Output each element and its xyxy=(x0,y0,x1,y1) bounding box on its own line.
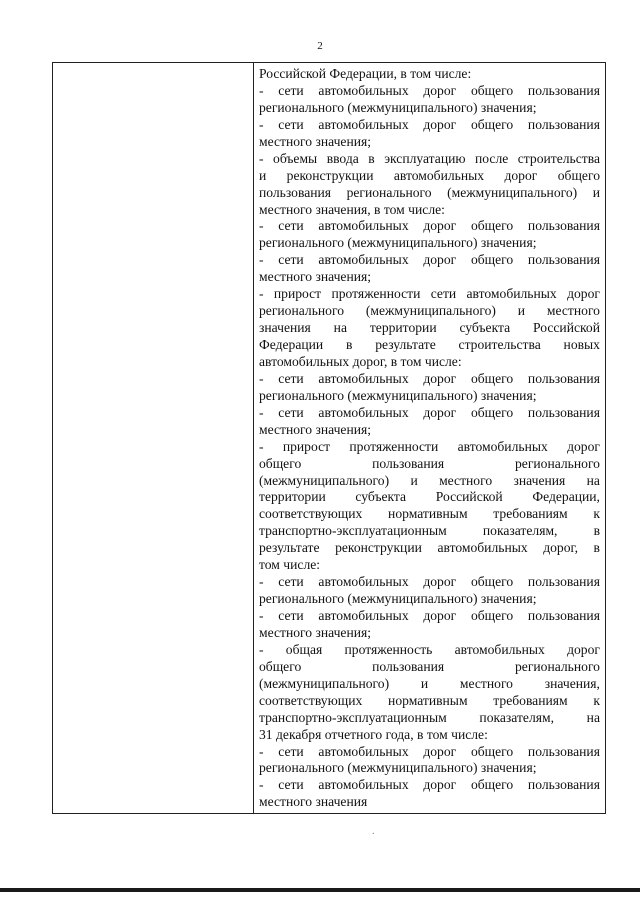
word: протяженности xyxy=(349,438,439,454)
text-line xyxy=(259,252,600,269)
word: автомобильных xyxy=(318,218,409,234)
text-line xyxy=(259,185,600,202)
word: пользования xyxy=(527,404,600,420)
word: местного xyxy=(546,303,600,319)
word: дорог xyxy=(423,608,457,623)
word: на xyxy=(586,472,600,488)
word: значения, xyxy=(544,675,600,691)
text-line xyxy=(259,473,600,490)
word: пользования xyxy=(372,658,445,674)
word: сети xyxy=(430,286,457,302)
word: транспортно-эксплуатационным xyxy=(259,709,447,725)
word: - xyxy=(259,438,264,454)
word: общего xyxy=(557,167,600,183)
text-line xyxy=(259,523,600,540)
text-line: регионального (межмуниципального) значения; xyxy=(259,591,537,607)
word: значения xyxy=(259,320,311,336)
word: пользования xyxy=(527,608,600,623)
word: общего xyxy=(470,370,514,386)
word: - xyxy=(259,252,264,268)
scan-artifact-mark: . xyxy=(372,826,375,837)
word: общего xyxy=(470,743,514,759)
word: Российской xyxy=(435,489,503,505)
word: дорог xyxy=(423,574,457,590)
text-line xyxy=(259,710,600,727)
word: строительства xyxy=(458,337,541,352)
word: дорог xyxy=(567,641,600,657)
word: требованиям xyxy=(493,506,568,522)
word: автомобильных xyxy=(437,540,528,556)
scan-bottom-edge xyxy=(0,888,640,892)
text-line xyxy=(259,151,600,168)
word: автомобильных xyxy=(318,370,409,386)
word: местного xyxy=(439,472,493,488)
word: общего xyxy=(259,455,302,471)
word: территории xyxy=(259,489,326,505)
word: дорог xyxy=(423,218,457,234)
word: и xyxy=(410,472,418,488)
word: автомобильных xyxy=(393,167,485,183)
word: требованиям xyxy=(493,692,568,708)
word: - xyxy=(259,574,264,590)
word: сети xyxy=(278,116,304,132)
word: общего xyxy=(470,608,514,623)
word: дорог xyxy=(423,404,457,420)
text-line xyxy=(259,337,600,354)
word: (межмуниципального) xyxy=(447,184,578,200)
word: пользования xyxy=(527,116,600,132)
text-line xyxy=(259,83,600,100)
word: дорог xyxy=(423,116,457,132)
word: - xyxy=(259,82,264,98)
word: территории xyxy=(369,320,437,336)
word: в xyxy=(593,540,600,556)
word: сети xyxy=(278,404,304,420)
word: пользования xyxy=(527,370,600,386)
word: автомобильных xyxy=(318,82,409,98)
word: и xyxy=(259,167,267,183)
word: (межмуниципального) xyxy=(365,303,496,319)
word: прирост xyxy=(273,286,322,302)
text-line: местного значения; xyxy=(259,624,372,640)
word: реконструкции xyxy=(335,540,422,556)
word: сети xyxy=(278,743,304,759)
document-table xyxy=(52,62,606,814)
word: соответствующих xyxy=(259,506,363,522)
word: протяженность xyxy=(344,641,433,657)
word: общего xyxy=(470,574,514,590)
table-left-cell xyxy=(53,63,254,813)
word: на xyxy=(586,709,600,725)
text-line: регионального (межмуниципального) значения; xyxy=(259,760,537,776)
text-line: регионального (межмуниципального) значения; xyxy=(259,387,537,403)
word: пользования xyxy=(527,218,600,234)
text-line xyxy=(259,218,600,235)
word: пользования xyxy=(527,777,600,793)
word: дорог, xyxy=(543,540,578,556)
word: после xyxy=(475,150,509,166)
word: пользования xyxy=(527,252,600,268)
word: общего xyxy=(470,116,514,132)
text-line xyxy=(259,286,600,303)
word: сети xyxy=(278,370,304,386)
word: дорог xyxy=(423,743,457,759)
text-line: том числе: xyxy=(259,557,321,573)
text-line xyxy=(259,574,600,591)
text-line xyxy=(259,439,600,456)
word: автомобильных xyxy=(318,574,409,590)
word: реконструкции xyxy=(286,167,374,183)
text-line: регионального (межмуниципального) значения; xyxy=(259,235,537,251)
text-line xyxy=(259,777,600,794)
word: автомобильных xyxy=(457,438,548,454)
word: нормативным xyxy=(388,692,468,708)
word: общего xyxy=(470,404,514,420)
word: - xyxy=(259,370,264,386)
text-line xyxy=(259,540,600,557)
word: дорог xyxy=(567,438,600,454)
word: сети xyxy=(278,777,304,793)
text-line xyxy=(259,506,600,523)
word: автомобильных xyxy=(318,777,409,793)
word: и xyxy=(592,184,600,200)
text-line: местного значения; xyxy=(259,269,372,285)
word: показателям, xyxy=(482,523,558,539)
text-line xyxy=(259,456,600,473)
text-line xyxy=(259,744,600,761)
text-line: регионального (межмуниципального) значения; xyxy=(259,99,537,115)
word: дорог xyxy=(567,286,600,302)
word: и xyxy=(420,675,429,691)
word: пользования xyxy=(527,574,600,590)
table-right-cell xyxy=(254,63,605,813)
text-line xyxy=(259,642,600,659)
word: (межмуниципального) xyxy=(259,472,390,488)
word: регионального xyxy=(514,658,600,674)
word: показателям, xyxy=(479,709,554,725)
word: к xyxy=(593,506,600,522)
word: сети xyxy=(278,252,304,268)
text-line xyxy=(259,117,600,134)
text-line: автомобильных дорог, в том числе: xyxy=(259,353,462,369)
word: автомобильных xyxy=(318,404,409,420)
word: Федерации xyxy=(259,337,324,352)
word: - xyxy=(259,150,264,166)
text-line xyxy=(259,405,600,422)
word: и xyxy=(517,303,526,319)
text-line xyxy=(259,608,600,625)
word: транспортно-эксплуатационным xyxy=(259,523,447,539)
word: соответствующих xyxy=(259,692,363,708)
word: (межмуниципального) xyxy=(259,675,390,691)
word: Федерации, xyxy=(532,489,600,505)
word: Российской xyxy=(533,320,600,336)
text-line xyxy=(259,168,600,185)
word: протяженности xyxy=(331,286,421,302)
word: - xyxy=(259,286,264,302)
word: субъекта xyxy=(459,320,511,336)
word: дорог xyxy=(504,167,538,183)
word: значения xyxy=(513,472,566,488)
word: пользования xyxy=(527,82,600,98)
word: регионального xyxy=(259,303,344,319)
word: местного xyxy=(459,675,513,691)
word: результате xyxy=(259,540,320,556)
word: в xyxy=(346,337,353,352)
text-line xyxy=(259,676,600,693)
text-line xyxy=(259,303,600,320)
word: сети xyxy=(278,608,304,623)
word: - xyxy=(259,641,264,657)
word: эксплуатацию xyxy=(384,150,466,166)
word: субъекта xyxy=(355,489,407,505)
text-line xyxy=(259,659,600,676)
text-line: местного значения; xyxy=(259,421,372,437)
word: - xyxy=(259,608,264,623)
word: автомобильных xyxy=(318,608,409,623)
word: общего xyxy=(470,252,514,268)
word: регионального xyxy=(514,455,600,471)
word: ввода xyxy=(326,150,359,166)
text-line: местного значения xyxy=(259,794,368,810)
word: на xyxy=(333,320,347,336)
word: - xyxy=(259,116,264,132)
word: автомобильных xyxy=(454,641,545,657)
word: автомобильных xyxy=(318,743,409,759)
word: к xyxy=(593,692,600,708)
text-line: 31 декабря отчетного года, в том числе: xyxy=(259,726,488,742)
word: сети xyxy=(278,218,304,234)
word: дорог xyxy=(423,370,457,386)
word: - xyxy=(259,777,264,793)
word: сети xyxy=(278,82,304,98)
word: автомобильных xyxy=(466,286,557,302)
word: дорог xyxy=(423,777,457,793)
page-number: 2 xyxy=(317,40,323,52)
text-line: Российской Федерации, в том числе: xyxy=(259,66,472,81)
text-line xyxy=(259,371,600,388)
word: общего xyxy=(470,218,514,234)
word: общая xyxy=(285,641,323,657)
word: - xyxy=(259,404,264,420)
text-line: местного значения, в том числе: xyxy=(259,201,445,217)
word: дорог xyxy=(423,82,457,98)
text-line xyxy=(259,693,600,710)
word: прирост xyxy=(282,438,331,454)
word: результате xyxy=(375,337,436,352)
word: дорог xyxy=(423,252,457,268)
text-line xyxy=(259,489,600,506)
word: - xyxy=(259,218,264,234)
word: объемы xyxy=(273,150,318,166)
word: пользования xyxy=(372,455,445,471)
word: новых xyxy=(563,337,600,352)
word: сети xyxy=(278,574,304,590)
word: строительства xyxy=(517,150,600,166)
word: общего xyxy=(470,777,514,793)
word: - xyxy=(259,743,264,759)
word: в xyxy=(368,150,375,166)
word: пользования xyxy=(259,184,332,200)
text-line xyxy=(259,320,600,337)
word: пользования xyxy=(527,743,600,759)
word: общего xyxy=(259,658,302,674)
word: регионального xyxy=(346,184,432,200)
word: общего xyxy=(470,82,514,98)
word: автомобильных xyxy=(318,252,409,268)
word: нормативным xyxy=(388,506,468,522)
word: автомобильных xyxy=(318,116,409,132)
word: в xyxy=(593,523,600,539)
text-line: местного значения; xyxy=(259,133,372,149)
